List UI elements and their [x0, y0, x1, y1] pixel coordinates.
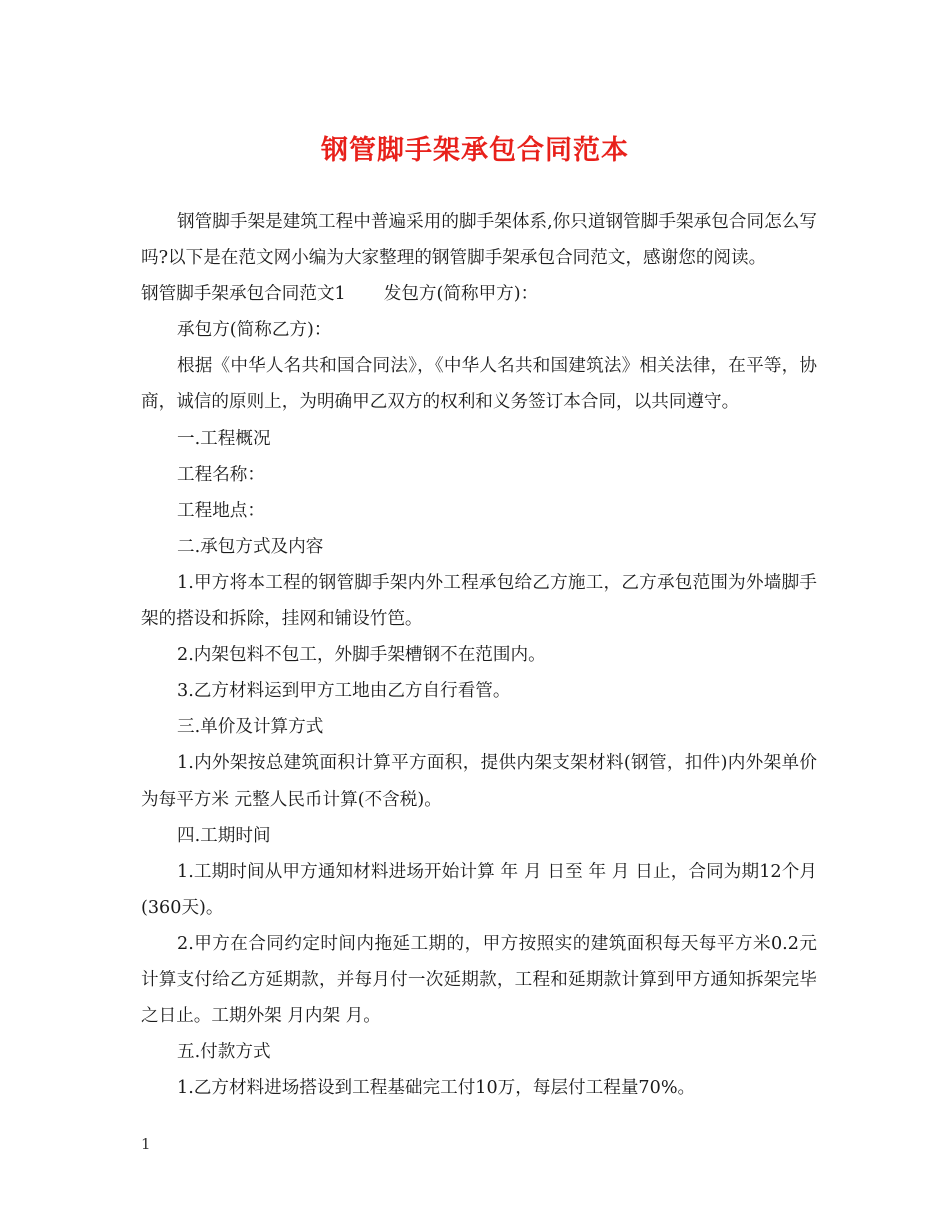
project-name-field: 工程名称： [177, 464, 265, 485]
section-4-item-2: 2.甲方在合同约定时间内拖延工期的，甲方按照实的建筑面积每天每平方米0.2元计算支付给乙方延期款，并每月付一次延期款，工程和延期款计算到甲方通知拆架完毕之日止。工期外架 月内架 月。 [141, 933, 817, 1027]
party-b-label: 承包方(简称乙方)： [177, 320, 332, 341]
party-a-label: 发包方(简称甲方)： [383, 284, 539, 305]
intro-paragraph: 钢管脚手架是建筑工程中普遍采用的脚手架体系,你只道钢管脚手架承包合同怎么写吗?以下是在范文网小编为大家整理的钢管脚手架承包合同范文，感谢您的阅读。 [141, 212, 817, 269]
section-2-item-2: 2.内架包料不包工，外脚手架槽钢不在范围内。 [177, 645, 546, 666]
preamble-paragraph: 根据《中华人名共和国合同法》，《中华人名共和国建筑法》相关法律，在平等，协商，诚信的原则上，为明确甲乙双方的权利和义务签订本合同，以共同遵守。 [141, 356, 817, 413]
document-body [141, 204, 817, 1106]
project-location-field: 工程地点： [177, 500, 265, 521]
section-4-heading: 四.工期时间 [177, 825, 271, 846]
section-5-item-1: 1.乙方材料进场搭设到工程基础完工付10万，每层付工程量70%。 [177, 1078, 696, 1099]
section-1-heading: 一.工程概况 [177, 428, 271, 449]
section-3-heading: 三.单价及计算方式 [177, 717, 324, 738]
contract-header-line [141, 276, 817, 312]
section-label: 钢管脚手架承包合同范文1 [141, 284, 346, 305]
section-4-item-1: 1.工期时间从甲方通知材料进场开始计算 年 月 日至 年 月 日止，合同为期12个月(360天)。 [141, 861, 817, 918]
section-3-item-1: 1.内外架按总建筑面积计算平方面积，提供内架支架材料(钢管，扣件)内外架单价为每平方米 元整人民币计算(不含税)。 [141, 753, 817, 810]
section-2-heading: 二.承包方式及内容 [177, 536, 324, 557]
document-title: 钢管脚手架承包合同范本 [321, 135, 629, 166]
page-number: 1 [141, 1135, 151, 1153]
section-2-item-3: 3.乙方材料运到甲方工地由乙方自行看管。 [177, 681, 511, 702]
section-5-heading: 五.付款方式 [177, 1042, 271, 1063]
section-2-item-1: 1.甲方将本工程的钢管脚手架内外工程承包给乙方施工，乙方承包范围为外墙脚手架的搭设和拆除，挂网和铺设竹笆。 [141, 572, 817, 630]
